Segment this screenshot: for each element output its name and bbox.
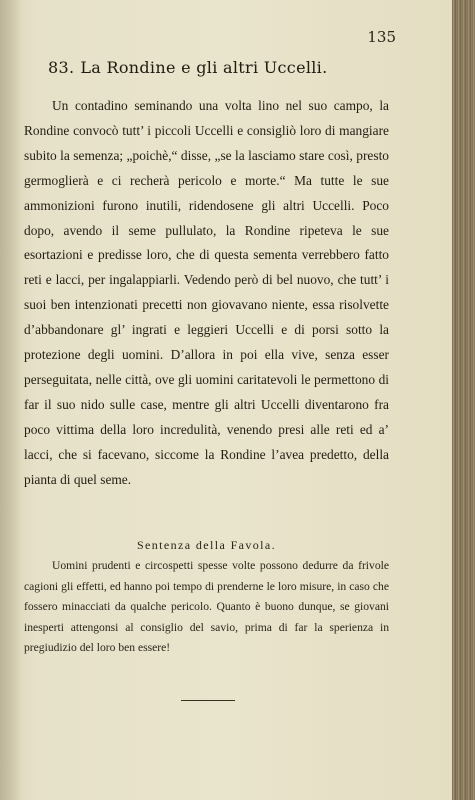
book-page-edges (452, 0, 475, 800)
fable-title-text: La Rondine e gli altri Uccelli. (80, 58, 328, 77)
end-rule (181, 700, 235, 701)
moral-heading: Sentenza della Favola. (136, 538, 277, 552)
page-number: 135 (367, 28, 396, 46)
fable-number: 83. (48, 58, 75, 77)
moral-text: Uomini prudenti e circospetti spesse volte possono dedurre da frivole cagioni gli effetti, ed hanno poi tempo di prenderne le loro misure, in caso che fossero minacciati da qualche pericolo. Quanto è buono dunque, se giovani inesperti attengonsi al consiglio del savio, prima di far la sperienza in pregiudizio del loro ben essere! (24, 559, 389, 654)
fable-title (48, 58, 408, 77)
fable-body: Un contadino seminando una volta lino nel suo campo, la Rondine convocò tutt’ i piccoli Uccelli e consigliò loro di mangiare subito la semenza; „poichè,“ disse, „se la lasciamo stare così, presto germoglierà e ci recherà pericolo e morte.“ Ma tutte le sue ammonizioni furono inutili, ridendosene gli altri Uccelli. Poco dopo, avendo il seme pullulato, la Rondine ripeteva le sue esortazioni e predisse loro, che di questa sementa verrebbero fatto reti e lacci, per ingalappiarli. Vedendo però di bel nuovo, che tutt’ i suoi ben intenzionati precetti non giovavano niente, essa risolvette d’abbandonare gl’ ingrati e leggieri Uccelli e di porsi sotto la protezione degli uomini. D’allora in poi ella vive, senza esser perseguitata, nelle città, ove gli uomini caritatevoli le permettono di far il suo nido sulle case, mentre gli altri Uccelli diventarono fra poco vittima della loro incredulità, venendo presi alle reti ed a’ lacci, che si facevano, siccome la Rondine l’avea predetto, della pianta di quel seme. (24, 98, 389, 487)
page-gutter-shadow (0, 0, 22, 800)
